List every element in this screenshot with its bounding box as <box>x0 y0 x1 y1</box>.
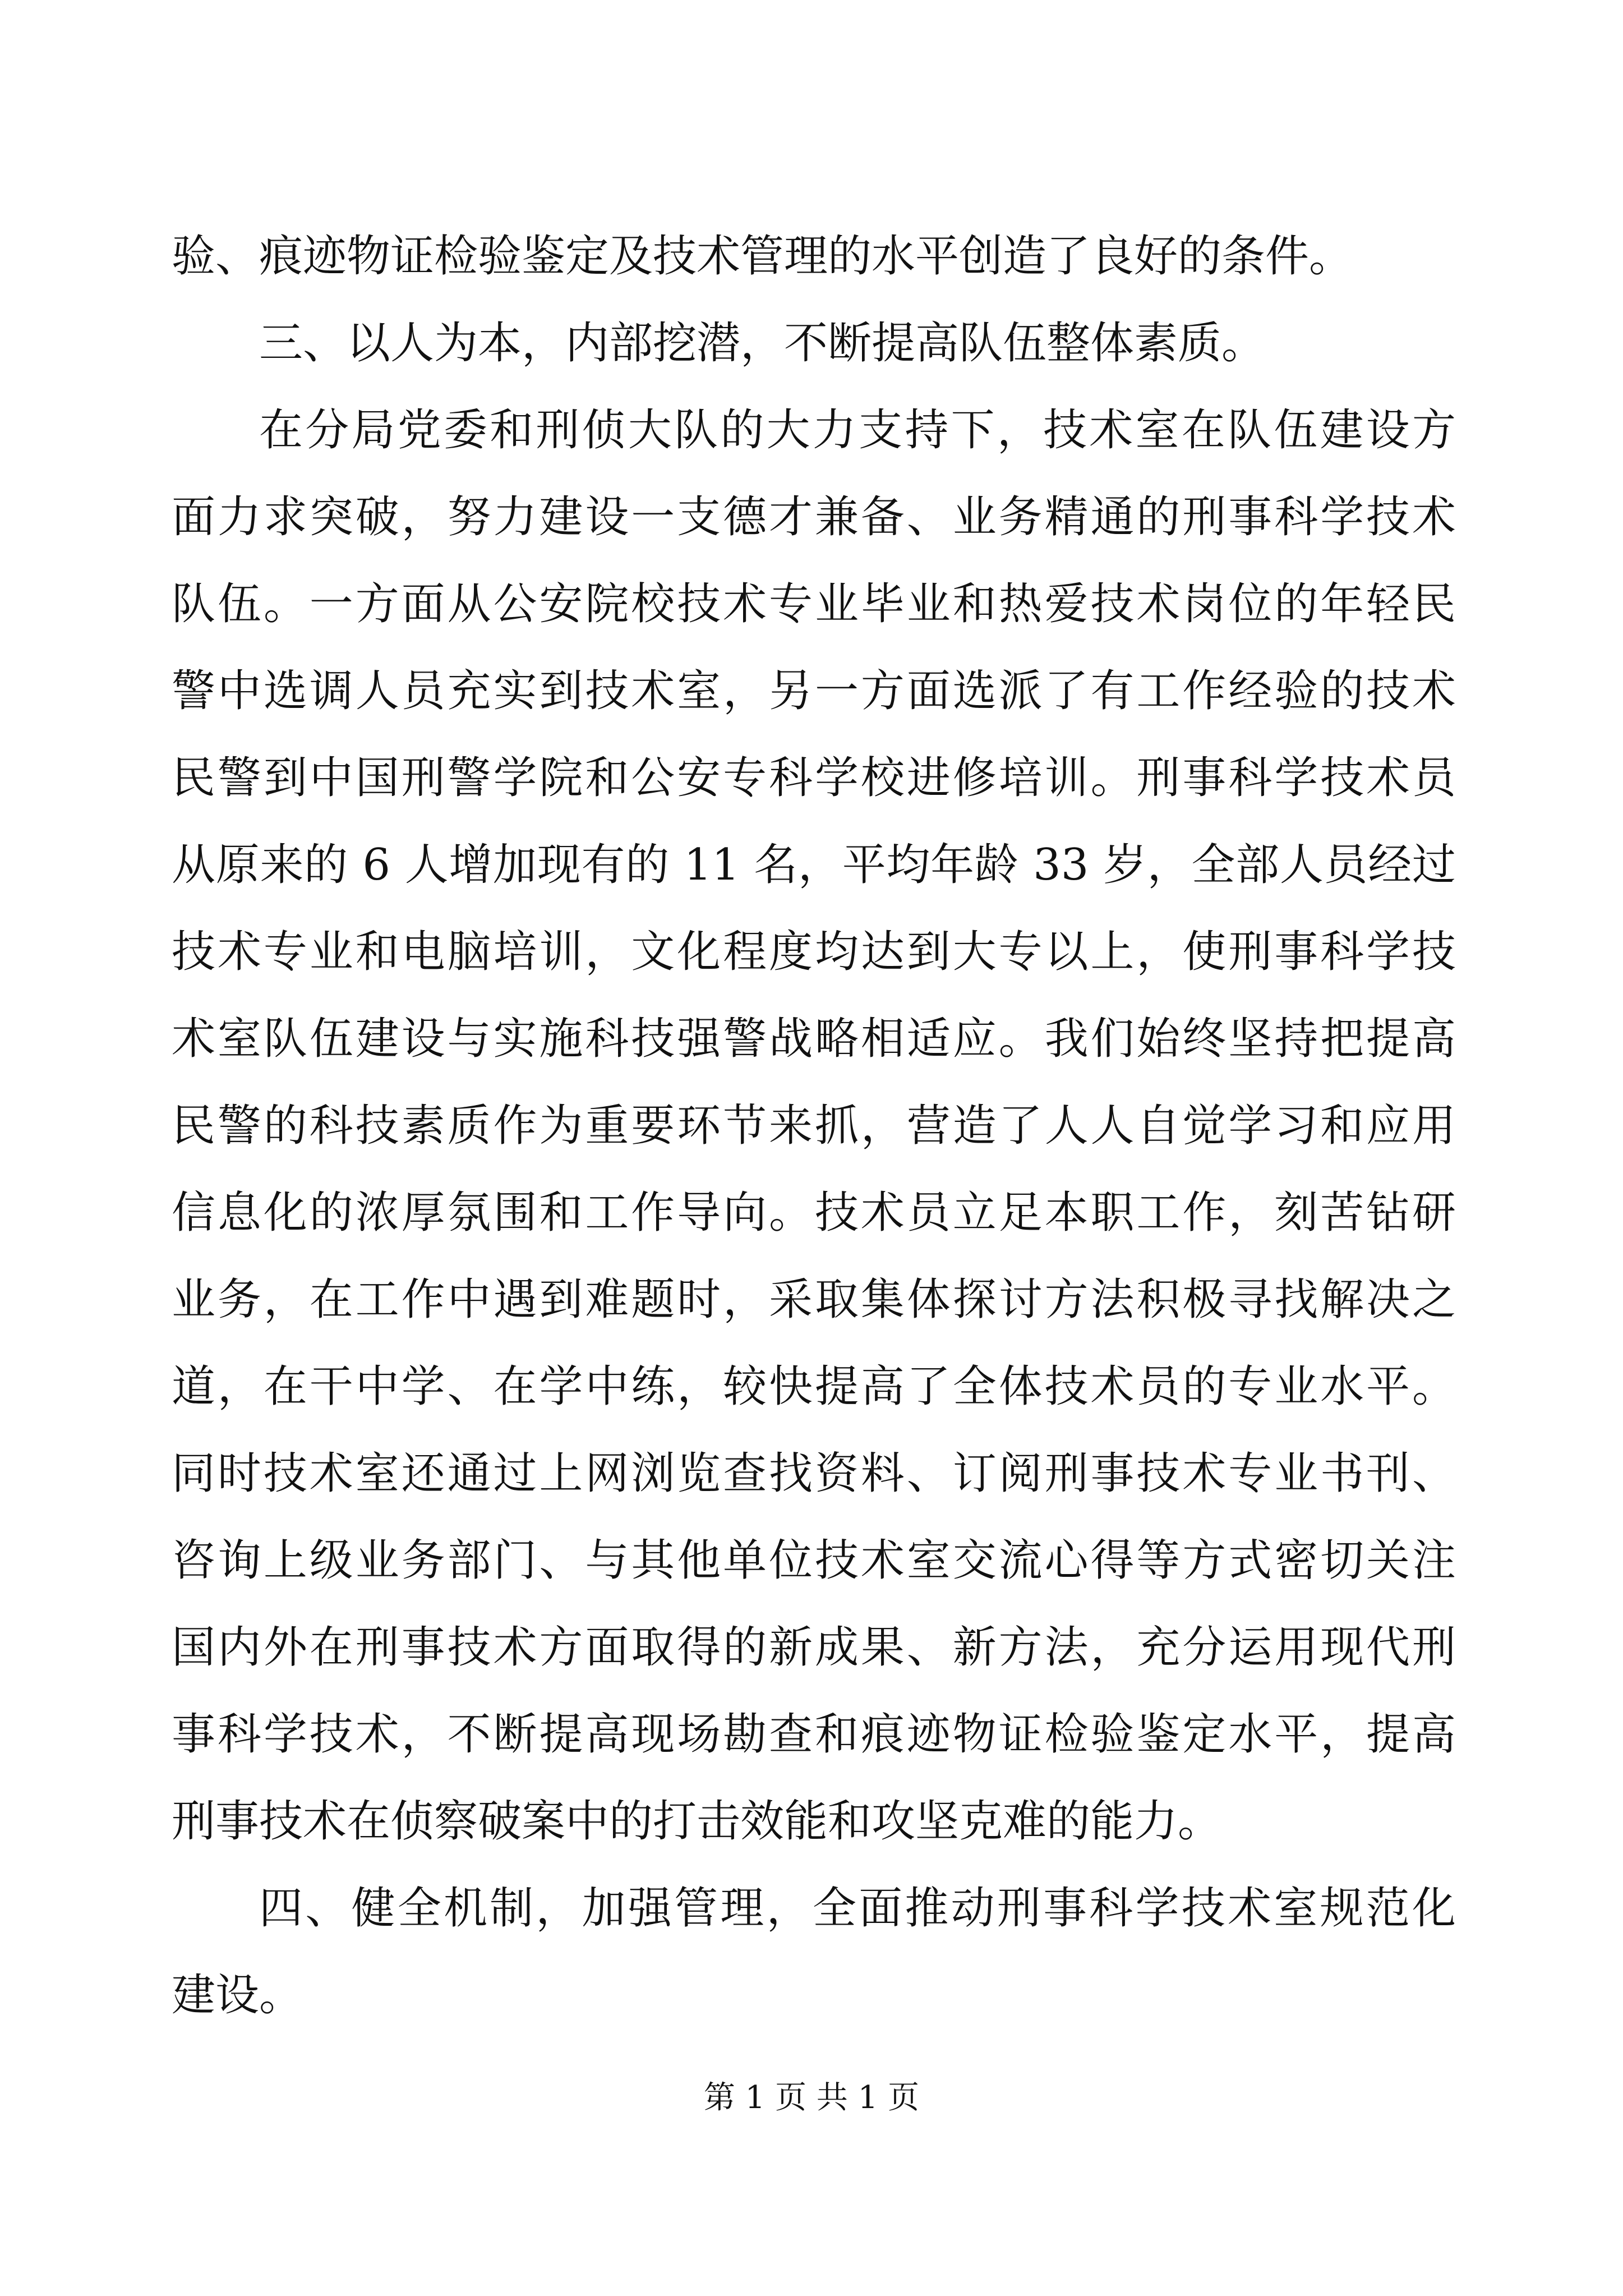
text-line: 术室队伍建设与实施科技强警战略相适应。我们始终坚持把提高 <box>172 1014 1456 1064</box>
text-line: 从原来的 6 人增加现有的 11 名，平均年龄 33 岁，全部人员经过 <box>172 840 1456 890</box>
text-line: 信息化的浓厚氛围和工作导向。技术员立足本职工作，刻苦钻研 <box>172 1188 1456 1238</box>
text-line: 同时技术室还通过上网浏览查找资料、订阅刑事技术专业书刊、 <box>172 1448 1456 1499</box>
text-line: 技术专业和电脑培训，文化程度均达到大专以上，使刑事科学技 <box>172 927 1456 977</box>
text-line: 咨询上级业务部门、与其他单位技术室交流心得等方式密切关注 <box>172 1535 1456 1586</box>
text-line: 验、痕迹物证检验鉴定及技术管理的水平创造了良好的条件。 <box>172 231 1353 282</box>
text-line: 业务，在工作中遇到难题时，采取集体探讨方法积极寻找解决之 <box>172 1274 1456 1325</box>
text-line: 面力求突破，努力建设一支德才兼备、业务精通的刑事科学技术 <box>172 492 1456 542</box>
text-line: 刑事技术在侦察破案中的打击效能和攻坚克难的能力。 <box>172 1796 1222 1847</box>
text-line: 三、以人为本，内部挖潜，不断提高队伍整体素质。 <box>259 318 1266 369</box>
text-line: 在分局党委和刑侦大队的大力支持下，技术室在队伍建设方 <box>259 405 1456 455</box>
text-line: 警中选调人员充实到技术室，另一方面选派了有工作经验的技术 <box>172 666 1456 716</box>
page-footer: 第 1 页 共 1 页 <box>703 2079 920 2116</box>
text-line: 队伍。一方面从公安院校技术专业毕业和热爱技术岗位的年轻民 <box>172 579 1456 629</box>
text-line: 民警的科技素质作为重要环节来抓，营造了人人自觉学习和应用 <box>172 1101 1456 1151</box>
text-line: 民警到中国刑警学院和公安专科学校进修培训。刑事科学技术员 <box>172 753 1456 803</box>
text-line: 建设。 <box>172 1970 303 2021</box>
text-line: 国内外在刑事技术方面取得的新成果、新方法，充分运用现代刑 <box>172 1622 1456 1673</box>
text-line: 四、健全机制，加强管理，全面推动刑事科学技术室规范化 <box>259 1883 1456 1934</box>
text-line: 事科学技术，不断提高现场勘查和痕迹物证检验鉴定水平，提高 <box>172 1709 1456 1760</box>
document-body <box>172 213 1456 2039</box>
text-line: 道，在干中学、在学中练，较快提高了全体技术员的专业水平。 <box>172 1361 1456 1412</box>
